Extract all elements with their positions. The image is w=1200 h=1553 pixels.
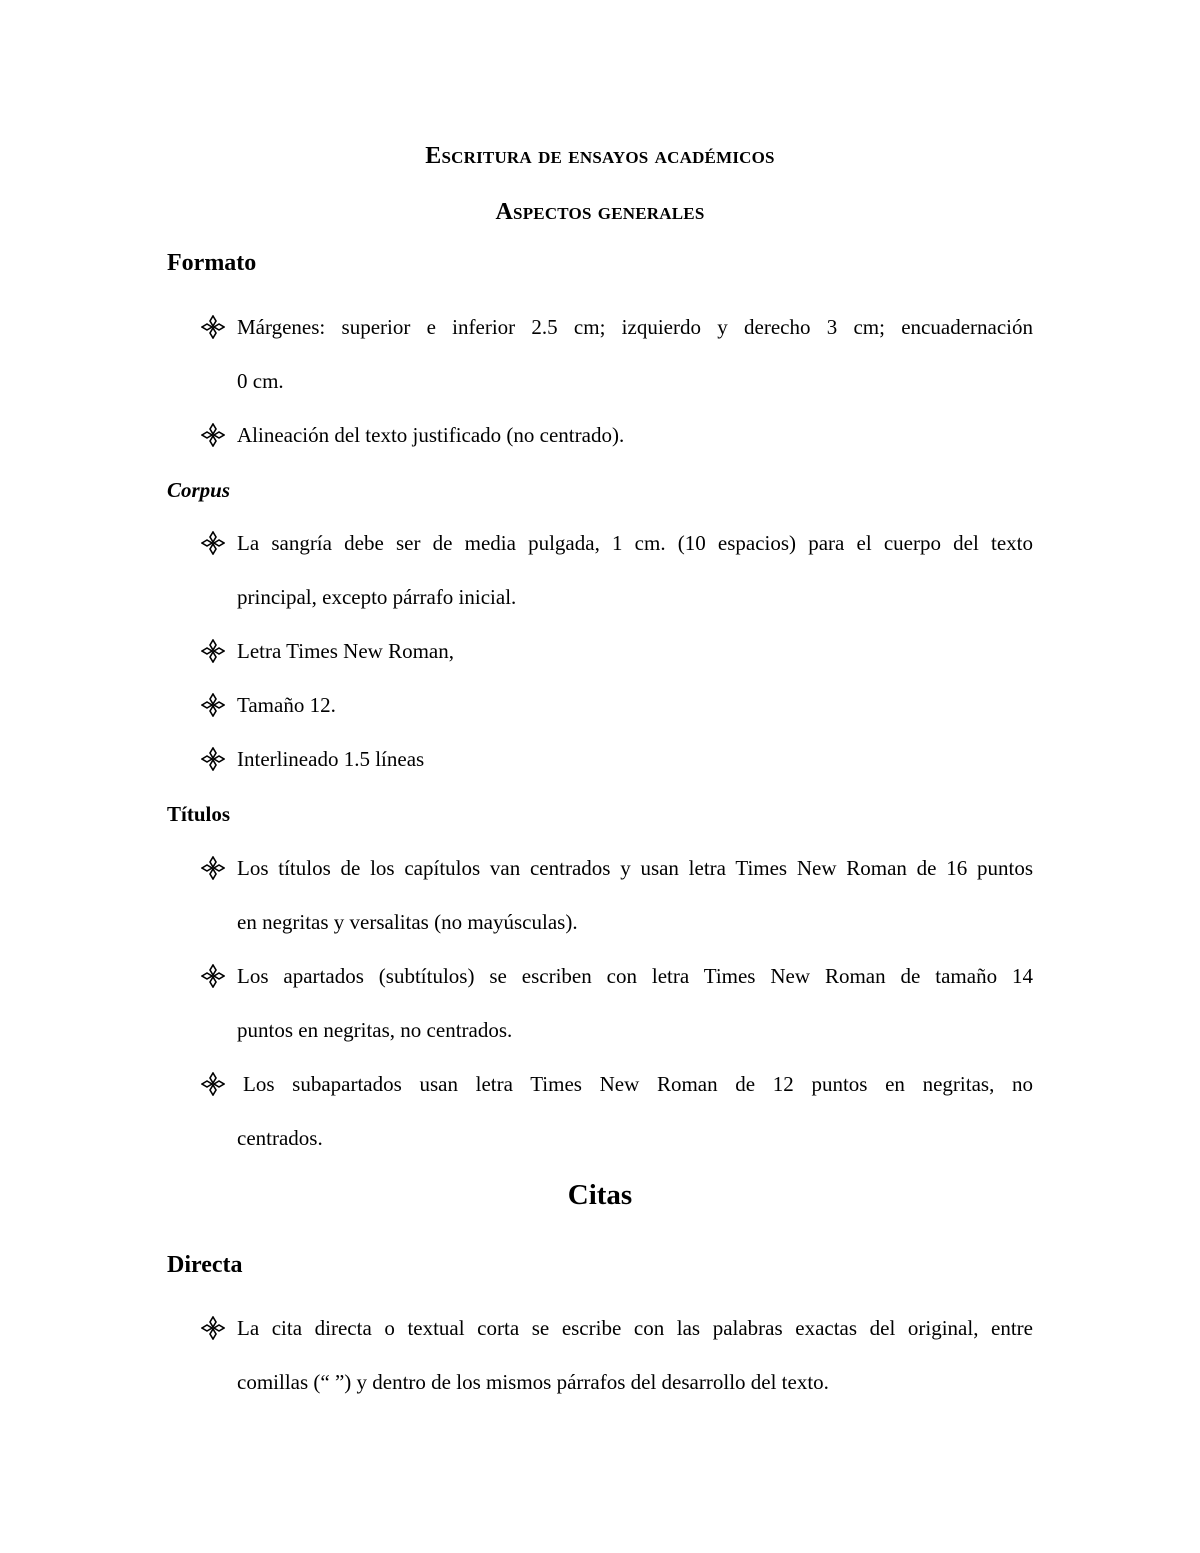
- list-item-line: Alineación del texto justificado (no centrado).: [237, 423, 625, 447]
- list-item-line: Márgenes: superior e inferior 2.5 cm; izquierdo y derecho 3 cm; encuadernación: [237, 315, 1033, 339]
- four-diamond-bullet-icon: [201, 639, 225, 663]
- list-item-line: Los subapartados usan letra Times New Roman de 12 puntos en negritas, no: [243, 1072, 1033, 1096]
- four-diamond-bullet-icon: [201, 747, 225, 771]
- four-diamond-bullet-icon: [201, 315, 225, 339]
- list-item-line: La cita directa o textual corta se escribe con las palabras exactas del original, entre: [237, 1316, 1033, 1340]
- list-item-line: Interlineado 1.5 líneas: [237, 747, 425, 771]
- document-subtitle: Aspectos generales: [495, 199, 705, 225]
- list-item-line: centrados.: [237, 1126, 323, 1150]
- section-heading-formato: Formato: [167, 250, 257, 276]
- section-heading-corpus: Corpus: [167, 478, 231, 502]
- four-diamond-bullet-icon: [201, 964, 225, 988]
- list-item-line: Los apartados (subtítulos) se escriben con letra Times New Roman de tamaño 14: [237, 964, 1033, 988]
- four-diamond-bullet-icon: [201, 1316, 225, 1340]
- list-item-line: Letra Times New Roman,: [237, 639, 454, 663]
- four-diamond-bullet-icon: [201, 693, 225, 717]
- list-item-line: puntos en negritas, no centrados.: [237, 1018, 513, 1042]
- list-item-line: 0 cm.: [237, 369, 284, 393]
- list-item-line: principal, excepto párrafo inicial.: [237, 585, 517, 609]
- section-heading-titulos: Títulos: [167, 802, 231, 826]
- list-item-line: Los títulos de los capítulos van centrados y usan letra Times New Roman de 16 puntos: [237, 856, 1033, 880]
- list-item-line: comillas (“ ”) y dentro de los mismos párrafos del desarrollo del texto.: [237, 1370, 829, 1394]
- four-diamond-bullet-icon: [201, 1072, 225, 1096]
- four-diamond-bullet-icon: [201, 856, 225, 880]
- list-item-line: Tamaño 12.: [237, 693, 336, 717]
- section-heading-citas: Citas: [567, 1179, 633, 1211]
- list-item-line: en negritas y versalitas (no mayúsculas).: [237, 910, 578, 934]
- list-item-line: La sangría debe ser de media pulgada, 1 cm. (10 espacios) para el cuerpo del texto: [237, 531, 1033, 555]
- section-heading-directa: Directa: [167, 1252, 243, 1278]
- document-title: Escritura de ensayos académicos: [425, 143, 775, 169]
- four-diamond-bullet-icon: [201, 531, 225, 555]
- four-diamond-bullet-icon: [201, 423, 225, 447]
